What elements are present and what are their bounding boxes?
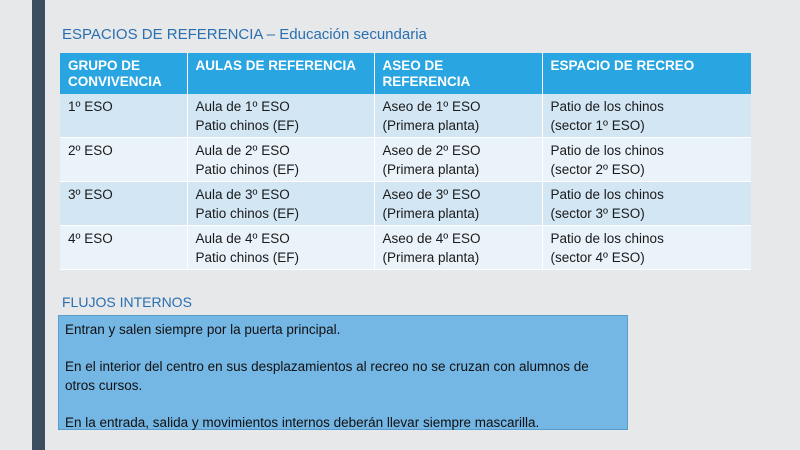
cell-text: Patio chinos (EF) [195,250,300,265]
cell-text: 4º ESO [68,231,113,246]
header-aseo-referencia: ASEO DE REFERENCIA [374,53,542,94]
table-cell [542,182,751,226]
reference-spaces-table [60,53,751,270]
table-cell [542,94,751,138]
slide-title: ESPACIOS DE REFERENCIA – Educación secundaria [62,26,427,43]
table-cell [374,182,542,226]
table-cell [374,138,542,182]
cell-text: Aseo de 4º ESO [382,231,481,246]
table-cell [542,138,751,182]
cell-text: 1º ESO [68,99,113,114]
cell-text: Patio de los chinos [550,231,664,246]
table-cell [187,94,374,138]
cell-text: Patio de los chinos [550,187,664,202]
table-cell [187,182,374,226]
flujos-paragraph: En el interior del centro en sus desplazamientos al recreo no se cruzan con alumnos de otros cursos. [65,359,589,393]
table-cell [542,226,751,270]
table-cell [374,94,542,138]
table-cell [374,226,542,270]
cell-text: Aseo de 3º ESO [382,187,481,202]
cell-text: (sector 3º ESO) [550,206,645,221]
cell-text: (sector 2º ESO) [550,162,645,177]
flujos-box [58,315,628,430]
cell-text: Aula de 2º ESO [195,143,290,158]
flujos-title: FLUJOS INTERNOS [62,294,192,310]
cell-text: (Primera planta) [382,250,480,265]
cell-text: 3º ESO [68,187,113,202]
table-row [60,226,751,270]
table-cell [187,138,374,182]
header-espacio-recreo: ESPACIO DE RECREO [542,53,751,94]
cell-text: Aula de 4º ESO [195,231,290,246]
left-accent-bar [32,0,45,450]
cell-text: Patio chinos (EF) [195,206,300,221]
cell-text: Aseo de 2º ESO [382,143,481,158]
cell-text: Aseo de 1º ESO [382,99,481,114]
table-cell [60,182,187,226]
flujos-paragraph: Entran y salen siempre por la puerta principal. [65,322,341,337]
cell-text: Patio chinos (EF) [195,162,300,177]
cell-text: (Primera planta) [382,118,480,133]
cell-text: (Primera planta) [382,162,480,177]
cell-text: (Primera planta) [382,206,480,221]
table-cell [60,94,187,138]
table-row [60,138,751,182]
cell-text: Aula de 1º ESO [195,99,290,114]
cell-text: (sector 4º ESO) [550,250,645,265]
table-cell [60,226,187,270]
cell-text: Patio de los chinos [550,99,664,114]
header-grupo-convivencia: GRUPO DE CONVIVENCIA [60,53,187,94]
cell-text: Patio chinos (EF) [195,118,300,133]
table-cell [187,226,374,270]
table-cell [60,138,187,182]
cell-text: Patio de los chinos [550,143,664,158]
table-row [60,94,751,138]
cell-text: 2º ESO [68,143,113,158]
table-header-row [60,53,751,94]
cell-text: (sector 1º ESO) [550,118,645,133]
cell-text: Aula de 3º ESO [195,187,290,202]
table-row [60,182,751,226]
header-aulas-referencia: AULAS DE REFERENCIA [187,53,374,94]
flujos-paragraph: En la entrada, salida y movimientos internos deberán llevar siempre mascarilla. [65,415,540,430]
